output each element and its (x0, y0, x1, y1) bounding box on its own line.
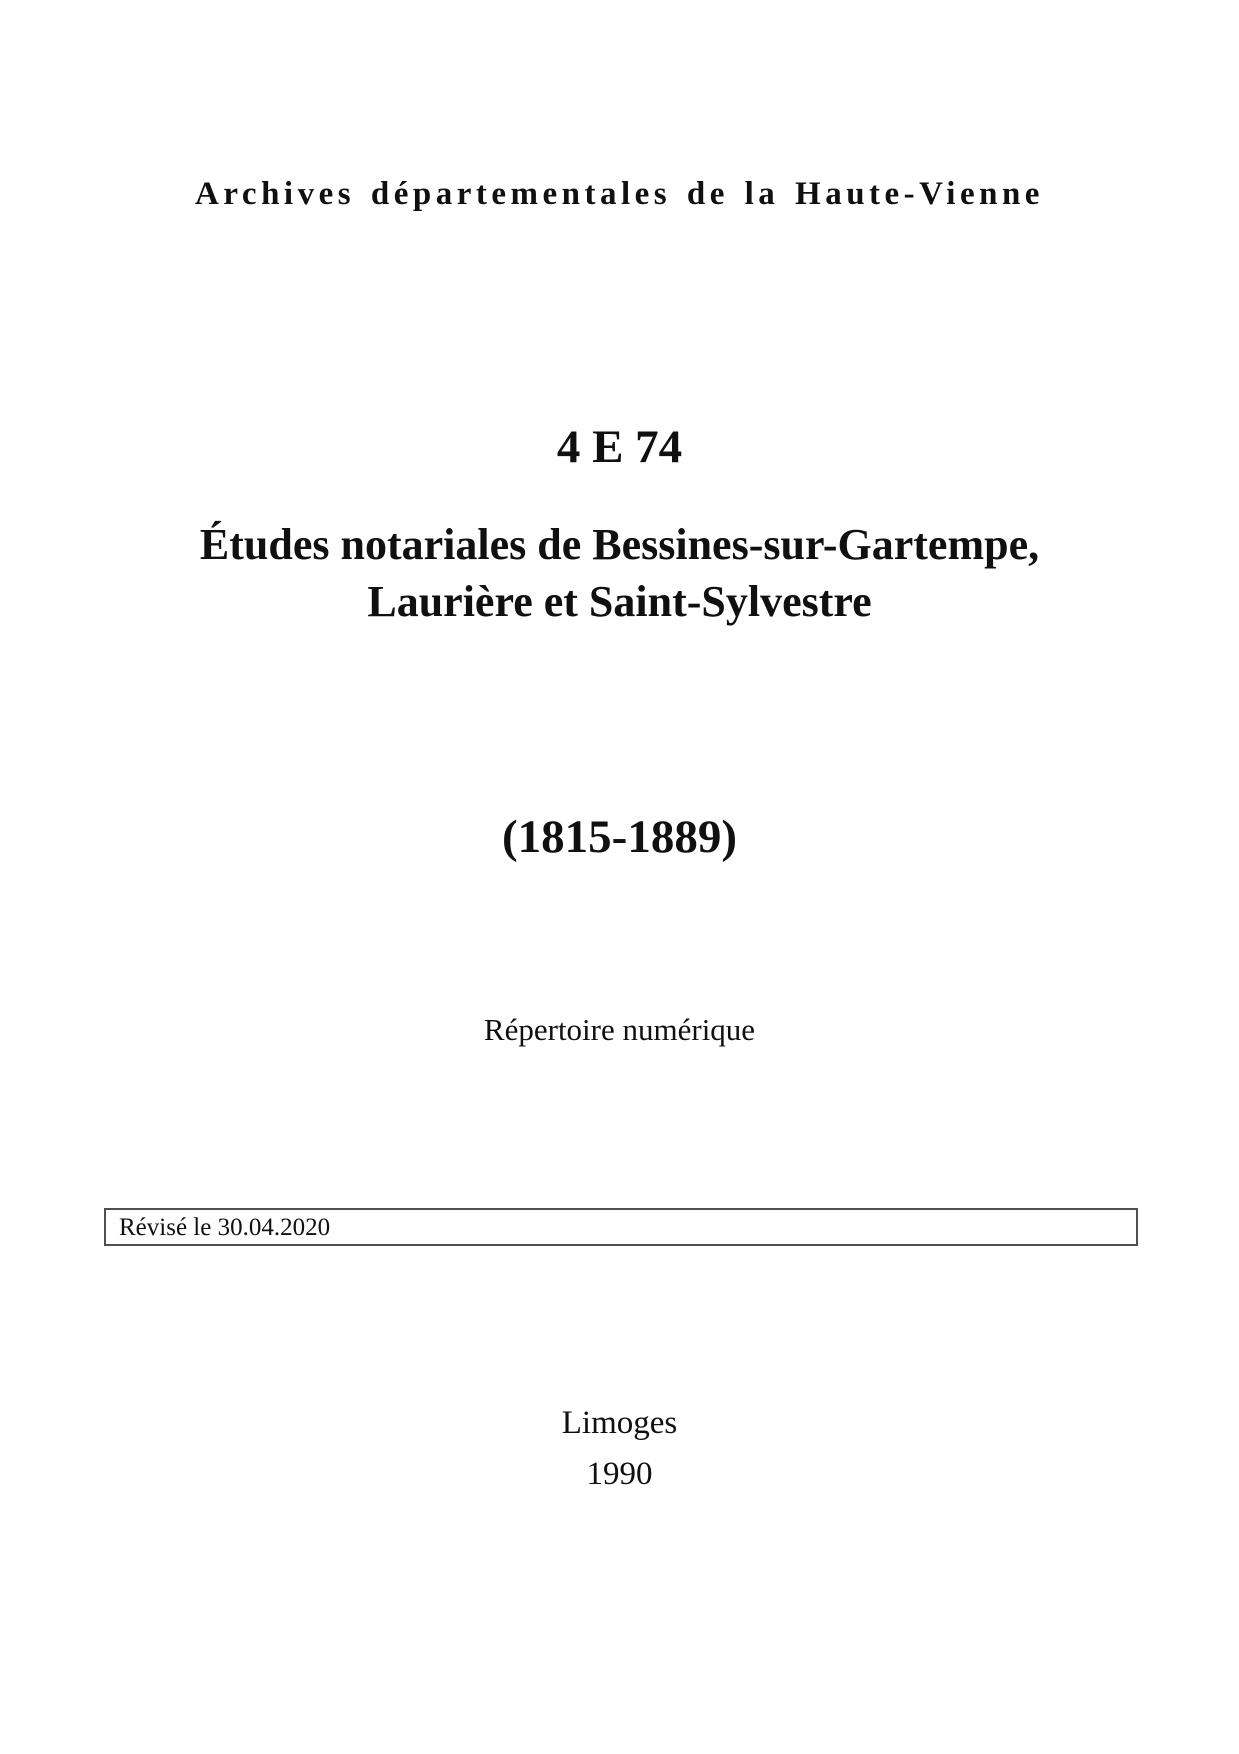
document-type-subtitle: Répertoire numérique (483, 1012, 756, 1047)
publication-place: Limoges (561, 1405, 678, 1441)
date-range: (1815-1889) (502, 811, 737, 863)
revision-note: Révisé le 30.04.2020 (119, 1213, 331, 1241)
imprint (0, 1398, 1239, 1500)
archive-institution-name: Archives départementales de la Haute-Vienne (195, 176, 1044, 212)
publication-year: 1990 (586, 1456, 653, 1492)
document-title (0, 516, 1239, 630)
title-line-2: Laurière et Saint-Sylvestre (367, 577, 872, 626)
title-line-1: Études notariales de Bessines-sur-Gartempe, (199, 520, 1040, 569)
revision-box (104, 1208, 1138, 1246)
reference-code: 4 E 74 (556, 421, 683, 473)
